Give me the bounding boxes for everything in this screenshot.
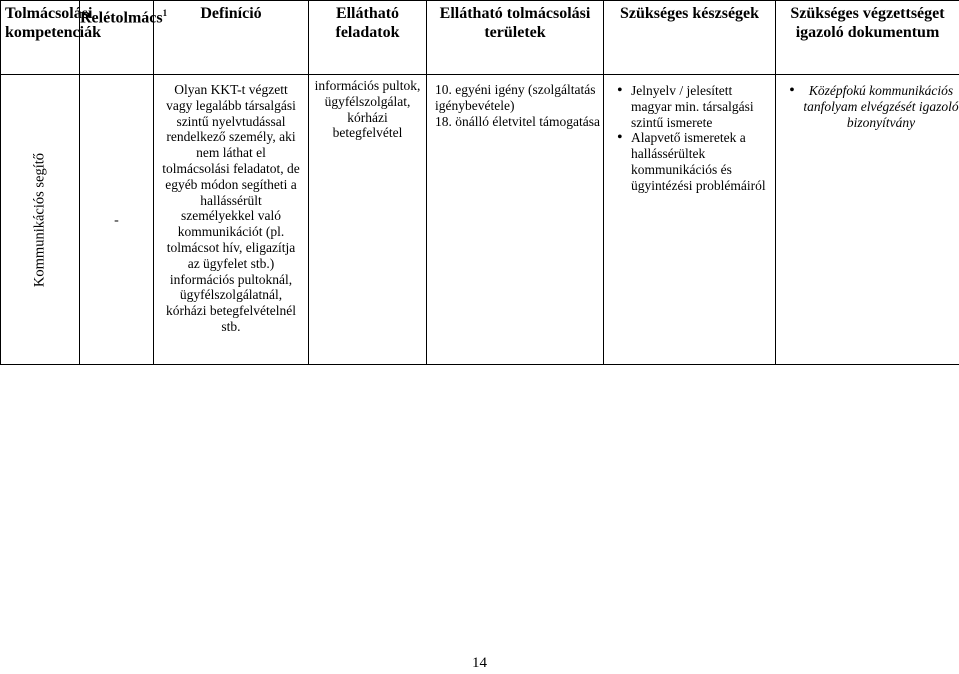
documents-cell (776, 75, 959, 365)
header-skills: Szükséges készségek (604, 1, 776, 75)
area-item: 18. önálló életvitel támogatása (435, 113, 600, 129)
competence-name: Kommunikációs segítő (31, 152, 48, 287)
table-row (1, 75, 959, 365)
skills-list (604, 75, 775, 194)
competence-cell (1, 75, 80, 365)
areas-list (427, 75, 603, 129)
header-definition: Definíció (154, 1, 309, 75)
tasks-text: információs pultok, ügyfélszolgálat, kórházi betegfelvétel (314, 78, 421, 141)
header-documents: Szükséges végzettséget igazoló dokumentum (776, 1, 959, 75)
header-tasks: Ellátható feladatok (309, 1, 427, 75)
relay-value: - (114, 213, 119, 228)
header-row (1, 1, 959, 75)
skills-cell (604, 75, 776, 365)
list-item: • Középfokú kommunikációs tanfolyam elvégzését igazoló bizonyítvány (776, 83, 959, 130)
header-relay: Relétolmács$^1$ (80, 1, 154, 75)
page-number: 14 (472, 655, 487, 671)
areas-cell (427, 75, 604, 365)
list-item: • Jelnyelv / jelesített magyar min. társalgási szintű ismerete (604, 83, 775, 130)
definition-text: Olyan KKT-t végzett vagy legalább társalgási szintű nyelvtudással rendelkező személy, aki nem láthat el tolmácsolási feladatot, de egyéb módon segítheti a hallássérült személyekkel való kommunikációt (pl. tolmácsot hív, eligazítja az ügyfelet stb.) információs pultoknál, ügyfélszolgálatnál, kórházi betegfelvételnél stb. (162, 82, 300, 334)
list-item: • Alapvető ismeretek a hallássérültek kommunikációs és ügyintézési problémáiról (604, 130, 775, 193)
documents-list (776, 75, 959, 130)
tasks-cell (309, 75, 427, 365)
header-competence: Tolmácsolási kompetenciák (1, 1, 80, 75)
header-areas: Ellátható tolmácsolási területek (427, 1, 604, 75)
area-item: 10. egyéni igény (szolgáltatás igénybevétele) (435, 82, 596, 113)
footnote-marker: 1 (162, 8, 168, 18)
definition-cell (154, 75, 309, 365)
relay-cell (80, 75, 154, 365)
